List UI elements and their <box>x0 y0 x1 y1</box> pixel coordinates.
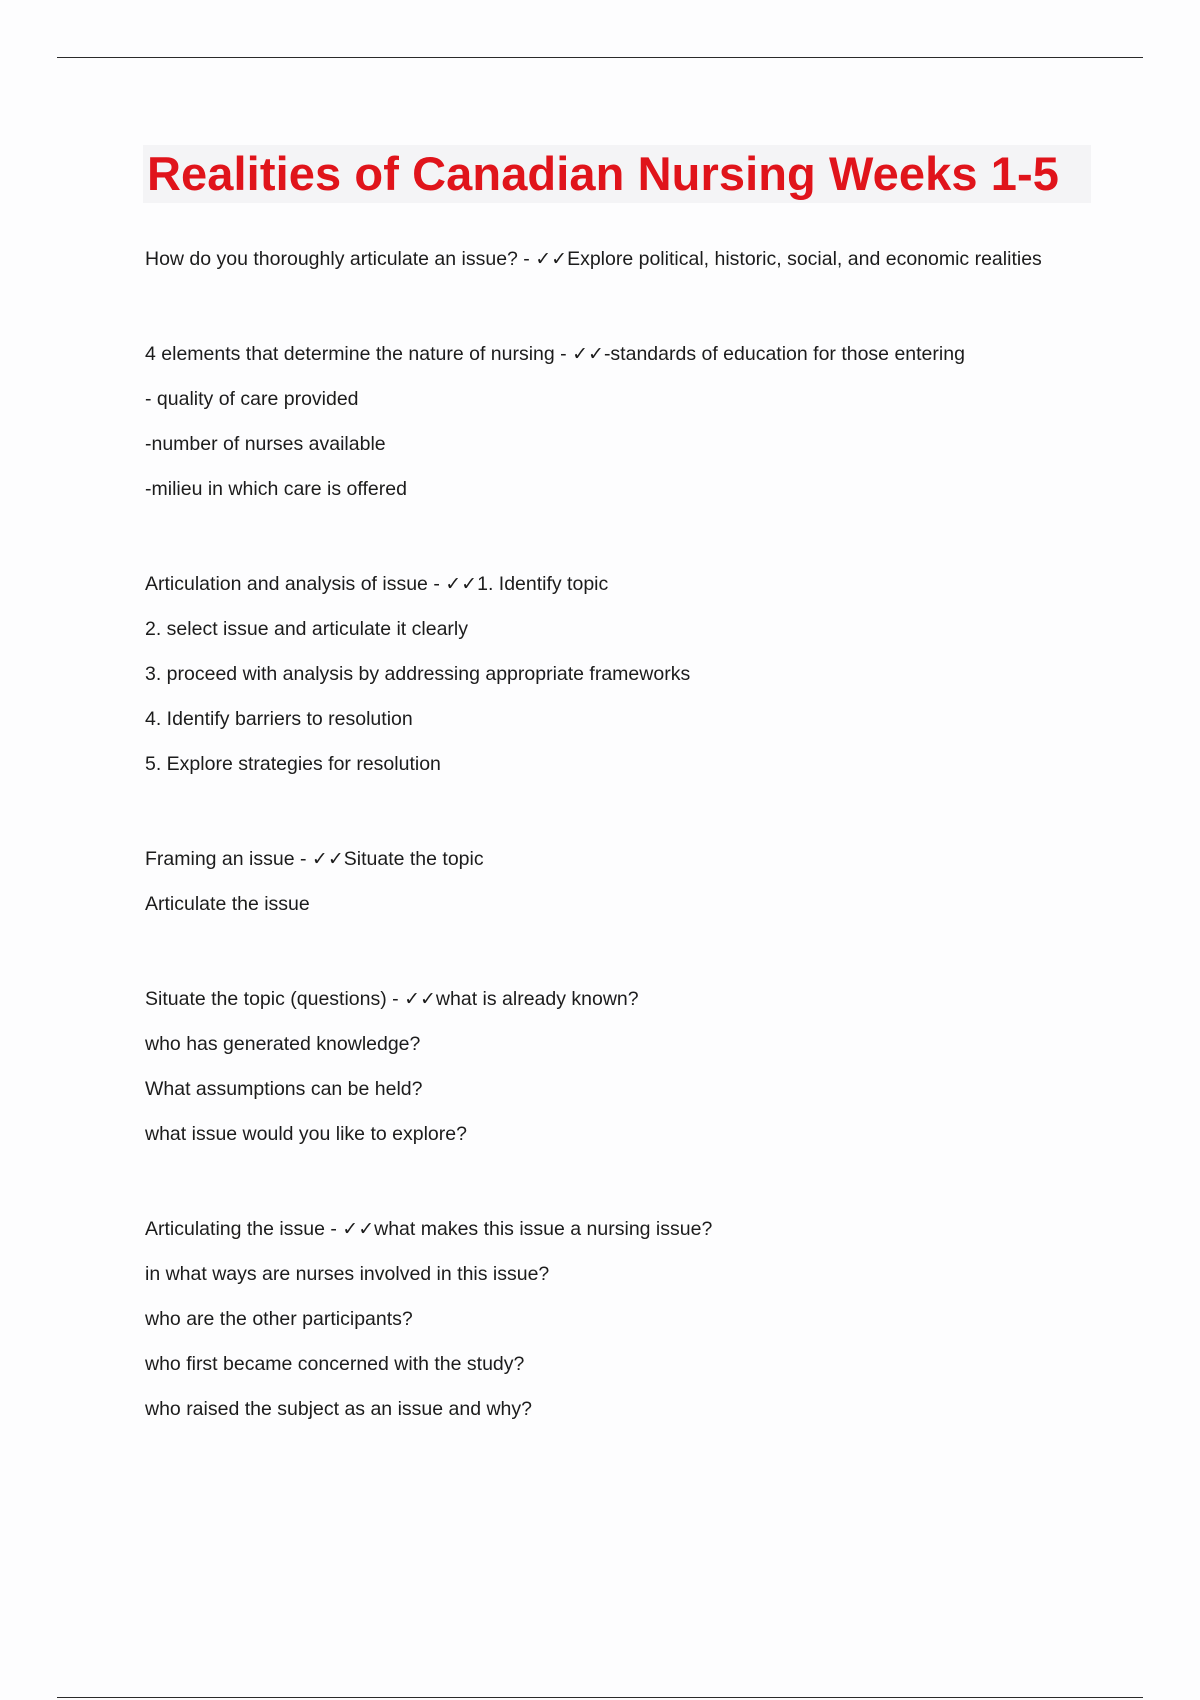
question-line <box>145 246 1145 272</box>
document-title: Realities of Canadian Nursing Weeks 1-5 <box>147 147 1059 200</box>
question-line <box>145 1216 1145 1242</box>
answer-line: What assumptions can be held? <box>145 1078 423 1100</box>
separator: - <box>324 1218 343 1240</box>
answer-text: what makes this issue a nursing issue? <box>374 1218 713 1240</box>
separator: - <box>554 343 573 365</box>
answer-line: Articulate the issue <box>145 893 310 915</box>
footer-rule <box>57 1697 1143 1698</box>
answer-line: 2. select issue and articulate it clearly <box>145 618 468 640</box>
question-line <box>145 341 1145 367</box>
qa-item <box>145 1216 1145 1422</box>
answer-text: Situate the topic <box>343 848 484 870</box>
answer-text: Explore political, historic, social, and economic realities <box>567 248 1042 270</box>
answer-line: - quality of care provided <box>145 388 359 410</box>
answer-line: who first became concerned with the study? <box>145 1353 525 1375</box>
double-check-icon: ✓✓ <box>445 573 478 595</box>
qa-item <box>145 341 1145 502</box>
qa-item <box>145 986 1145 1147</box>
double-check-icon: ✓✓ <box>572 343 604 365</box>
answer-line: 4. Identify barriers to resolution <box>145 708 413 730</box>
double-check-icon: ✓✓ <box>311 848 344 870</box>
header-rule <box>57 57 1143 58</box>
question-line <box>145 846 1145 872</box>
question-line <box>145 571 1145 597</box>
answer-line: 5. Explore strategies for resolution <box>145 753 441 775</box>
separator: - <box>517 248 536 270</box>
answer-text: 1. Identify topic <box>477 573 609 595</box>
question-text: 4 elements that determine the nature of nursing <box>145 343 555 365</box>
qa-item <box>145 246 1145 272</box>
qa-item <box>145 571 1145 777</box>
answer-text: what is already known? <box>435 988 639 1010</box>
answer-line: in what ways are nurses involved in this issue? <box>145 1263 550 1285</box>
qa-item <box>145 846 1145 917</box>
answer-line: who raised the subject as an issue and why? <box>145 1398 532 1420</box>
separator: - <box>386 988 405 1010</box>
double-check-icon: ✓✓ <box>404 988 436 1010</box>
separator: - <box>427 573 446 595</box>
question-line <box>145 986 1145 1012</box>
answer-line: -milieu in which care is offered <box>145 478 407 500</box>
separator: - <box>294 848 312 870</box>
answer-line: who are the other participants? <box>145 1308 413 1330</box>
question-text: Situate the topic (questions) <box>145 988 387 1010</box>
question-text: How do you thoroughly articulate an issue? <box>145 248 518 270</box>
double-check-icon: ✓✓ <box>535 248 568 270</box>
flashcard-list <box>145 246 1145 1422</box>
answer-line: -number of nurses available <box>145 433 386 455</box>
question-text: Articulation and analysis of issue <box>145 573 428 595</box>
answer-line: what issue would you like to explore? <box>145 1123 467 1145</box>
answer-text: -standards of education for those entering <box>603 343 965 365</box>
answer-line: who has generated knowledge? <box>145 1033 421 1055</box>
answer-line: 3. proceed with analysis by addressing appropriate frameworks <box>145 663 691 685</box>
double-check-icon: ✓✓ <box>342 1218 375 1240</box>
question-text: Articulating the issue <box>145 1218 325 1240</box>
question-text: Framing an issue <box>145 848 295 870</box>
